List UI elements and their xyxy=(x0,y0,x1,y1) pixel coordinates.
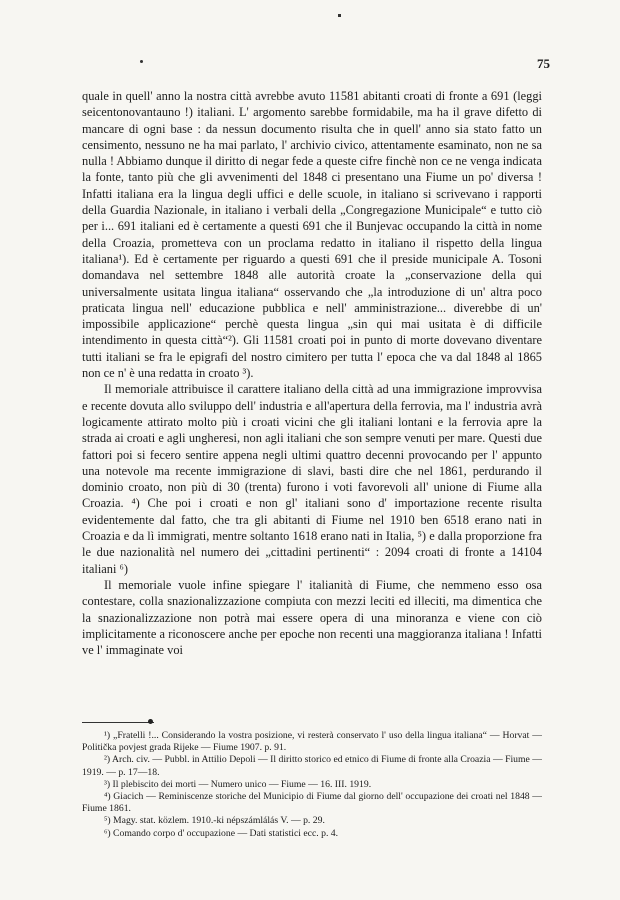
footnotes xyxy=(82,730,542,840)
paragraph-3: Il memoriale vuole infine spiegare l' italianità di Fiume, che nemmeno esso osa contestare, colla snazionalizzazione compiuta con mezzi leciti ed illeciti, ma dimentica che la snazionalizzazione non potrà mai essere opera di una minoranza e viene con ciò implicitamente a riconoscere anche per epoche non recenti una maggioranza italiana ! Infatti ve l' immaginate voi xyxy=(82,577,542,658)
footnote-4: ⁴) Giacich — Reminiscenze storiche del Municipio di Fiume dal giorno dell' occupazione dei croati nel 1848 — Fiume 1861. xyxy=(82,791,542,815)
page-number: 75 xyxy=(537,56,550,71)
footnote-separator xyxy=(82,722,154,723)
paragraph-2: Il memoriale attribuisce il carattere italiano della città ad una immigrazione improvvisa e recente dovuta allo sviluppo dell' industria e all'apertura della ferrovia, ma l' industria avrà logicamente attirato molto più i croati vicini che gli italiani lontani e la ferrovia apre la strada ai croati e agli ungheresi, non agli italiani che son sempre venuti per mare. Questi due fattori poi si fecero sentire appena negli ultimi quattro decenni provocando per l' appunto una notevole ma recente immigrazione di slavi, basti dire che nel 1861, perdurando il dominio croato, non più di 30 (trenta) furono i voti favorevoli all' unione di Fiume alla Croazia. ⁴) Che poi i croati e non gl' italiani sono d' importazione recente risulta evidentemente dal fatto, che tra gli abitanti di Fiume nel 1910 ben 6518 erano nati in Croazia e da lì immigrati, mentre soltanto 1618 erano nati in Italia, ⁵) e dalla proporzione fra le due nazionalità nel numero dei „cittadini pertinenti“ : 2094 croati di fronte a 14104 italiani ⁶) xyxy=(82,382,542,576)
footnote-5: ⁵) Magy. stat. közlem. 1910.-ki népszámlálás V. — p. 29. xyxy=(104,815,325,827)
footnote-6: ⁶) Comando corpo d' occupazione — Dati statistici ecc. p. 4. xyxy=(104,827,339,839)
footnote-1: ¹) „Fratelli !... Considerando la vostra posizione, vi resterà conservato l' uso della lingua italiana“ — Horvat — Politička povjest grada Rijeke — Fiume 1907. p. 91. xyxy=(82,730,542,754)
footnote-2: ²) Arch. civ. — Pubbl. in Attilio Depoli — Il diritto storico ed etnico di Fiume di fronte alla Croazia — Fiume — 1919. — p. 17—18. xyxy=(82,754,542,778)
footnote-3: ³) Il plebiscito dei morti — Numero unico — Fiume — 16. III. 1919. xyxy=(104,778,372,790)
print-mark xyxy=(338,14,341,17)
separator-dot xyxy=(148,719,153,724)
body-text xyxy=(82,88,542,658)
print-dot xyxy=(140,60,143,63)
paragraph-1: quale in quell' anno la nostra città avrebbe avuto 11581 abitanti croati di fronte a 691 (leggi seicentonovantauno !) italiani. L' argomento sarebbe formidabile, ma ha il grave difetto di mancare di ogni base : da nessun documento risulta che in quell' anno sia stato fatto un censimento, nessuno ne ha mai parlato, l' archivio civico, attentamente esaminato, non ne sa nulla ! Abbiamo dunque il diritto di negar fede a queste cifre finchè non ce ne venga indicata la fonte, tanto più che gli avvenimenti del 1848 ci presentano una Fiume un po' diversa ! Infatti italiana era la lingua degli uffici e delle scuole, in italiano si scrivevano i rapporti della Guardia Nazionale, in italiano i verbali della „Congregazione Municipale“ e tutto ciò per i... 691 italiani ed è certamente a questi 691 che il Bunjevac occupando la città in nome della Croazia, prometteva con un proclama redatto in italiano il rispetto della lingua italiana¹). Ed è certamente per riguardo a questi 691 che il preside municipale A. Tosoni domandava nel settembre 1848 alle autorità croate la „conservazione della qui universalmente usitata lingua italiana“ osservando che „la introduzione di un' altra poco praticata lingua nell' educazione pubblica e nell' amministrazione... diverebbe di un' impossibile applicazione“ perchè questa lingua „sin qui mai usitata è di difficile intendimento in questa città“²). Gli 11581 croati poi in punto di morte dovevano diventare tutti italiani se fra le epigrafi del nostro cimitero per tutta l' epoca che va dal 1848 al 1865 non ce n' è una redatta in croato ³). xyxy=(82,89,543,381)
